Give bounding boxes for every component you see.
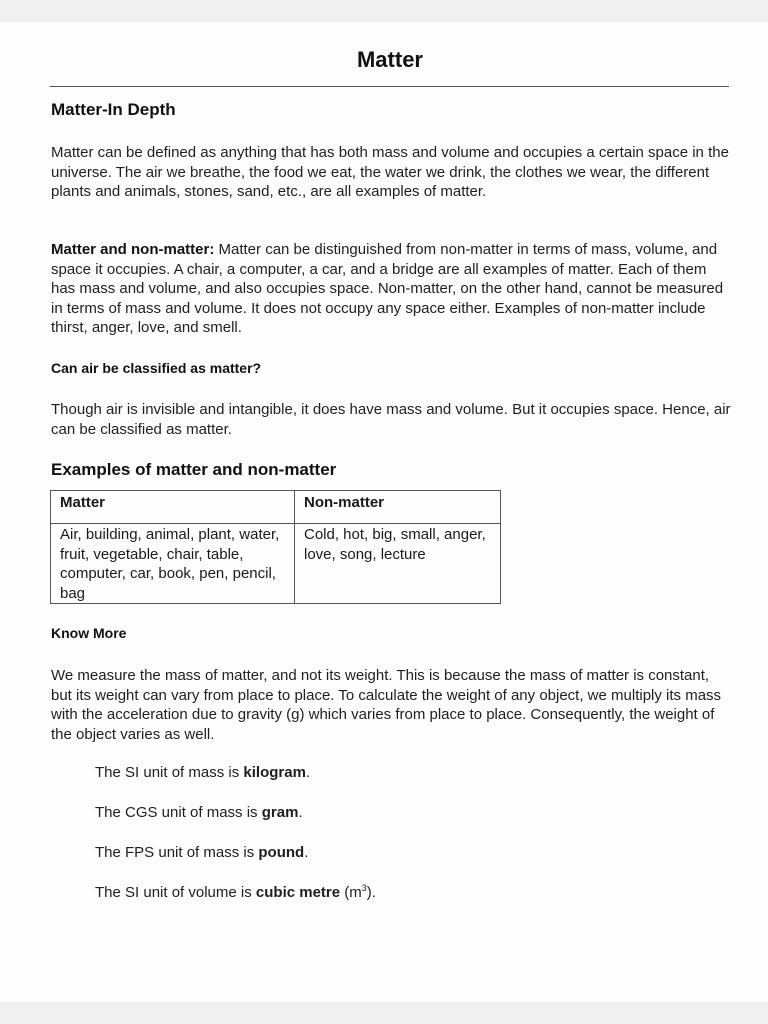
document-page	[0, 22, 768, 1002]
examples-table	[50, 490, 501, 604]
section-heading: Matter-In Depth	[51, 100, 176, 119]
air-question-heading: Can air be classified as matter?	[51, 360, 262, 376]
table-header-row	[51, 491, 501, 524]
examples-heading: Examples of matter and non-matter	[51, 460, 337, 479]
matter-nonmatter-lead: Matter and non-matter:	[51, 241, 215, 258]
si-mass-unit-line: The SI unit of mass is kilogram.	[95, 764, 311, 781]
matter-nonmatter-paragraph	[51, 240, 731, 338]
cgs-mass-unit: gram	[261, 804, 299, 821]
table-header-nonmatter: Non-matter	[295, 491, 501, 524]
know-more-heading: Know More	[51, 625, 127, 641]
table-header-matter: Matter	[51, 491, 295, 524]
table-cell-nonmatter: Cold, hot, big, small, anger, love, song, lecture	[295, 524, 501, 604]
cgs-mass-unit-line: The CGS unit of mass is gram.	[95, 804, 303, 821]
air-answer-paragraph: Though air is invisible and intangible, it does have mass and volume. But it occupies space. Hence, air can be classified as matter.	[51, 401, 731, 438]
table-cell-matter: Air, building, animal, plant, water, fruit, vegetable, chair, table, computer, car, book, pen, pencil, bag	[51, 524, 295, 604]
table-row	[51, 524, 501, 604]
si-volume-unit: cubic metre	[255, 884, 341, 901]
matter-nonmatter-text: Matter can be distinguished from non-matter in terms of mass, volume, and space it occupies. A chair, a computer, a car, and a bridge are all examples of matter. Each of them has mass and volume, and also occupies space. Non-matter, on the other hand, cannot be measured in terms of mass and volume. It does not occupy any space either. Examples of non-matter include thirst, anger, love, and smell.	[51, 241, 724, 337]
si-mass-unit: kilogram	[243, 764, 306, 781]
fps-mass-unit-line: The FPS unit of mass is pound.	[95, 844, 309, 861]
intro-paragraph: Matter can be defined as anything that has both mass and volume and occupies a certain space in the universe. The air we breathe, the food we eat, the water we drink, the clothes we wear, the different plants and animals, stones, sand, etc., are all examples of matter.	[51, 144, 729, 201]
si-volume-unit-line: The SI unit of volume is cubic metre $(m^3)$.	[95, 883, 376, 901]
know-more-paragraph: We measure the mass of matter, and not its weight. This is because the mass of matter is constant, but its weight can vary from place to place. To calculate the weight of any object, we multiply its mass with the acceleration due to gravity (g) which varies from place to place. Consequently, the weight of the object varies as well.	[51, 667, 722, 743]
fps-mass-unit: pound	[258, 844, 305, 861]
page-title: Matter	[356, 47, 423, 72]
title-divider	[50, 86, 729, 87]
